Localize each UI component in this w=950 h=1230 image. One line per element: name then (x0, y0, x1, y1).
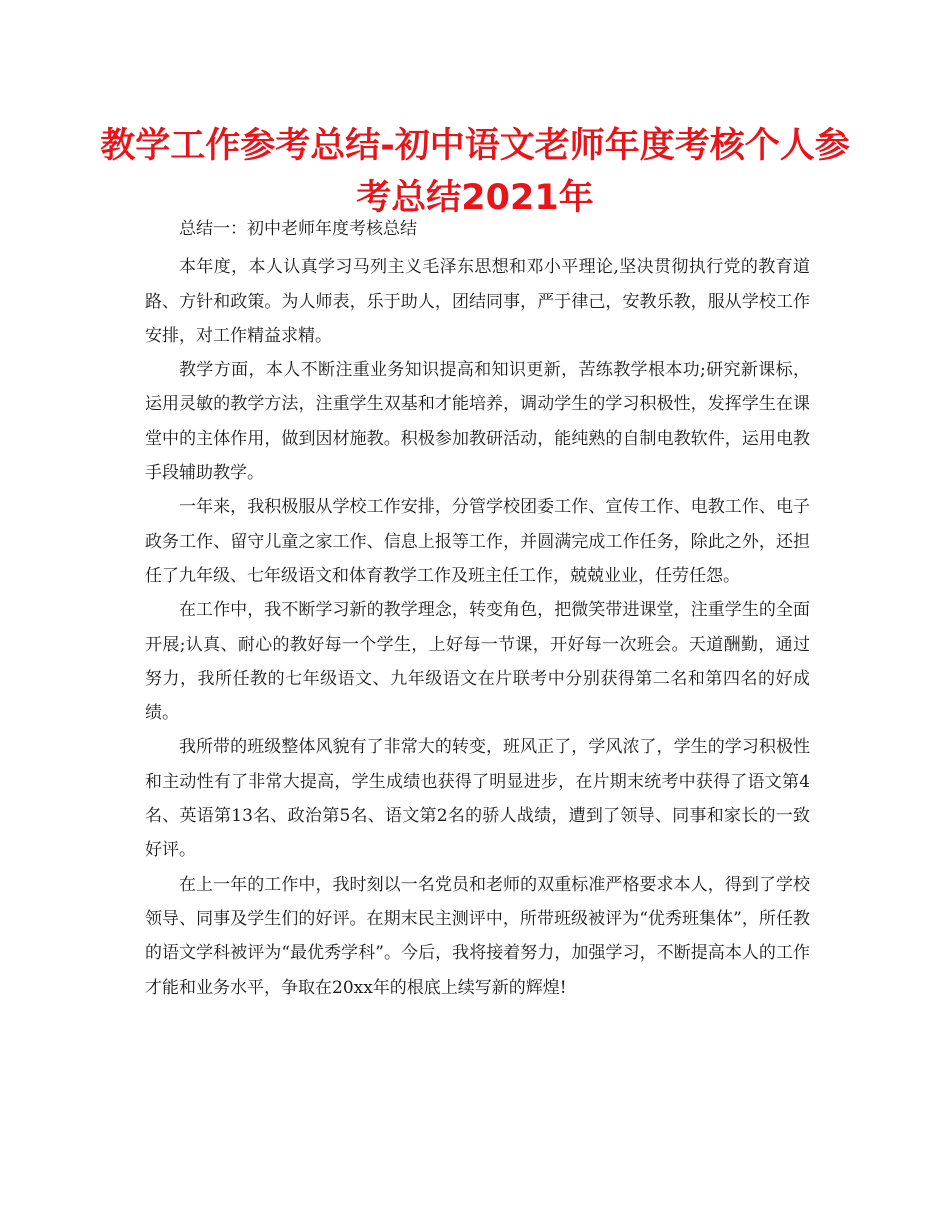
section-subheading: 总结一：初中老师年度考核总结 (179, 219, 417, 239)
document-body (145, 212, 810, 1005)
paragraph-5: 我所带的班级整体风貌有了非常大的转变，班风正了，学风浓了，学生的学习积极性和主动性有了非常大提高，学生成绩也获得了明显进步，在片期末统考中获得了语文第4名、英语第13名、政治第5名、语文第2名的骄人战绩，遭到了领导、同事和家长的一致好评。 (145, 737, 810, 861)
paragraph-2: 教学方面，本人不断注重业务知识提高和知识更新，苦练教学根本功;研究新课标，运用灵敏的教学方法，注重学生双基和才能培养，调动学生的学习积极性，发挥学生在课堂中的主体作用，做到因材施教。积极参加教研活动，能纯熟的自制电教软件，运用电教手段辅助教学。 (145, 360, 810, 484)
paragraph-1: 本年度，本人认真学习马列主义毛泽东思想和邓小平理论,坚决贯彻执行党的教育道路、方针和政策。为人师表，乐于助人，团结同事，严于律己，安教乐教，服从学校工作安排，对工作精益求精。 (145, 257, 810, 346)
paragraph-6: 在上一年的工作中，我时刻以一名党员和老师的双重标准严格要求本人，得到了学校领导、同事及学生们的好评。在期末民主测评中，所带班级被评为“优秀班集体”，所任教的语文学科被评为“最优秀学科”。今后，我将接着努力，加强学习，不断提高本人的工作才能和业务水平，争取在20xx年的根底上续写新的辉煌! (145, 874, 810, 998)
paragraph-3: 一年来，我积极服从学校工作安排，分管学校团委工作、宣传工作、电教工作、电子政务工作、留守儿童之家工作、信息上报等工作，并圆满完成工作任务，除此之外，还担任了九年级、七年级语文和体育教学工作及班主任工作，兢兢业业，任劳任怨。 (145, 497, 810, 586)
paragraph-4: 在工作中，我不断学习新的教学理念，转变角色，把微笑带进课堂，注重学生的全面开展;认真、耐心的教好每一个学生，上好每一节课，开好每一次班会。天道酬勤，通过努力，我所任教的七年级语文、九年级语文在片联考中分别获得第二名和第四名的好成绩。 (145, 600, 810, 724)
document-title: 教学工作参考总结-初中语文老师年度考核个人参考总结2021年 (100, 126, 850, 218)
